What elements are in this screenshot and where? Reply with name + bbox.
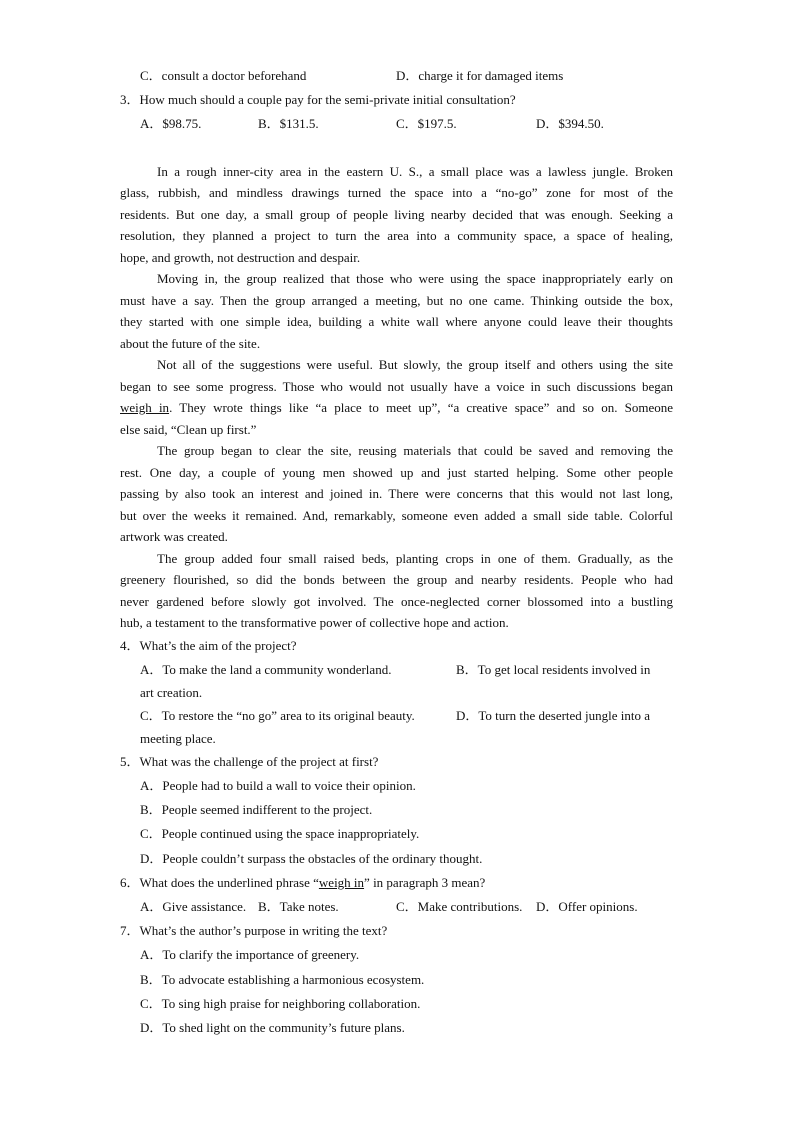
passage-line	[120, 400, 673, 416]
q4-option-b-cont: art creation.	[140, 685, 203, 700]
q3-option-d: D．$394.50.	[536, 116, 604, 131]
q5-stem: 5．What was the challenge of the project at first?	[120, 754, 379, 769]
q4-stem: 4．What’s the aim of the project?	[120, 638, 297, 653]
q4-option-a: A．To make the land a community wonderland.	[140, 662, 392, 677]
passage-line: rest. One day, a couple of young men showed up and just started helping. Some other people	[120, 465, 673, 480]
q7-option-a: A．To clarify the importance of greenery.	[140, 947, 360, 962]
q6-option-d: D．Offer opinions.	[536, 899, 638, 914]
passage-line: hub, a testament to the transformative power of collective hope and action.	[120, 615, 509, 630]
q6-stem	[120, 875, 485, 891]
q6-option-c: C．Make contributions.	[396, 899, 523, 914]
passage-line: resolution, they planned a project to turn the area into a community space, a space of healing,	[120, 228, 673, 243]
q2-option-c: C．consult a doctor beforehand	[140, 68, 307, 83]
q5-option-a: A．People had to build a wall to voice their opinion.	[140, 778, 416, 793]
passage-line: residents. But one day, a small group of people living nearby decided that was enough. Seeking a	[120, 207, 673, 222]
passage-line: Moving in, the group realized that those who were using the space inappropriately early on	[157, 271, 673, 286]
passage-line: greenery flourished, so did the bonds between the group and nearby residents. People who had	[120, 572, 673, 587]
q7-stem: 7．What’s the author’s purpose in writing the text?	[120, 923, 388, 938]
passage-line: Not all of the suggestions were useful. But slowly, the group itself and others using the site	[157, 357, 673, 372]
passage-line: glass, rubbish, and mindless drawings turned the space into a “no-go” zone for most of the	[120, 185, 673, 200]
passage-line: The group added four small raised beds, planting crops in one of them. Gradually, as the	[157, 551, 673, 566]
passage-line: else said, “Clean up first.”	[120, 422, 257, 437]
q5-option-b: B．People seemed indifferent to the project.	[140, 802, 373, 817]
passage-line: The group began to clear the site, reusing materials that could be saved and removing the	[157, 443, 673, 458]
q6-stem-text: ” in paragraph 3 mean?	[364, 875, 486, 890]
q5-option-d: D．People couldn’t surpass the obstacles of the ordinary thought.	[140, 851, 483, 866]
passage-line: hope, and growth, not destruction and despair.	[120, 250, 361, 265]
passage-line: never gardened before slowly got involved. The once-neglected corner blossomed into a bustling	[120, 594, 673, 609]
q4-option-d-cont: meeting place.	[140, 731, 216, 746]
q3-option-c: C．$197.5.	[396, 116, 457, 131]
q3-option-b: B．$131.5.	[258, 116, 319, 131]
passage-line: passing by also took an interest and joined in. There were concerns that this would not last long,	[120, 486, 673, 501]
q6-option-a: A．Give assistance.	[140, 899, 247, 914]
q6-stem-text: 6．What does the underlined phrase “	[120, 875, 319, 890]
passage-line: artwork was created.	[120, 529, 228, 544]
passage-text: . They wrote things like “a place to meet up”, “a creative space” and so on. Someone	[169, 400, 674, 415]
q3-option-a: A．$98.75.	[140, 116, 202, 131]
q6-underlined-phrase: weigh in	[318, 875, 365, 890]
q5-option-c: C．People continued using the space inappropriately.	[140, 826, 420, 841]
underlined-phrase: weigh in	[120, 400, 170, 415]
q7-option-c: C．To sing high praise for neighboring collaboration.	[140, 996, 421, 1011]
q7-option-d: D．To shed light on the community’s future plans.	[140, 1020, 405, 1035]
passage-line: began to see some progress. Those who would not usually have a voice in such discussions began	[120, 379, 673, 394]
passage-line: but over the weeks it remained. And, remarkably, someone even added a small side table. Colorful	[120, 508, 673, 523]
passage-line: In a rough inner-city area in the eastern U. S., a small place was a lawless jungle. Broken	[157, 164, 673, 179]
passage-line: about the future of the site.	[120, 336, 261, 351]
q2-option-d: D．charge it for damaged items	[396, 68, 564, 83]
q4-option-d: D．To turn the deserted jungle into a	[456, 708, 651, 723]
passage-line: they started with one simple idea, building a white wall where anyone could leave their thoughts	[120, 314, 673, 329]
q4-option-c: C．To restore the “no go” area to its original beauty.	[140, 708, 415, 723]
q4-option-b: B．To get local residents involved in	[456, 662, 651, 677]
q7-option-b: B．To advocate establishing a harmonious ecosystem.	[140, 972, 425, 987]
passage-line: must have a say. Then the group arranged a meeting, but no one came. Thinking outside the box,	[120, 293, 673, 308]
q3-stem: 3．How much should a couple pay for the semi-private initial consultation?	[120, 92, 516, 107]
q6-option-b: B．Take notes.	[258, 899, 339, 914]
